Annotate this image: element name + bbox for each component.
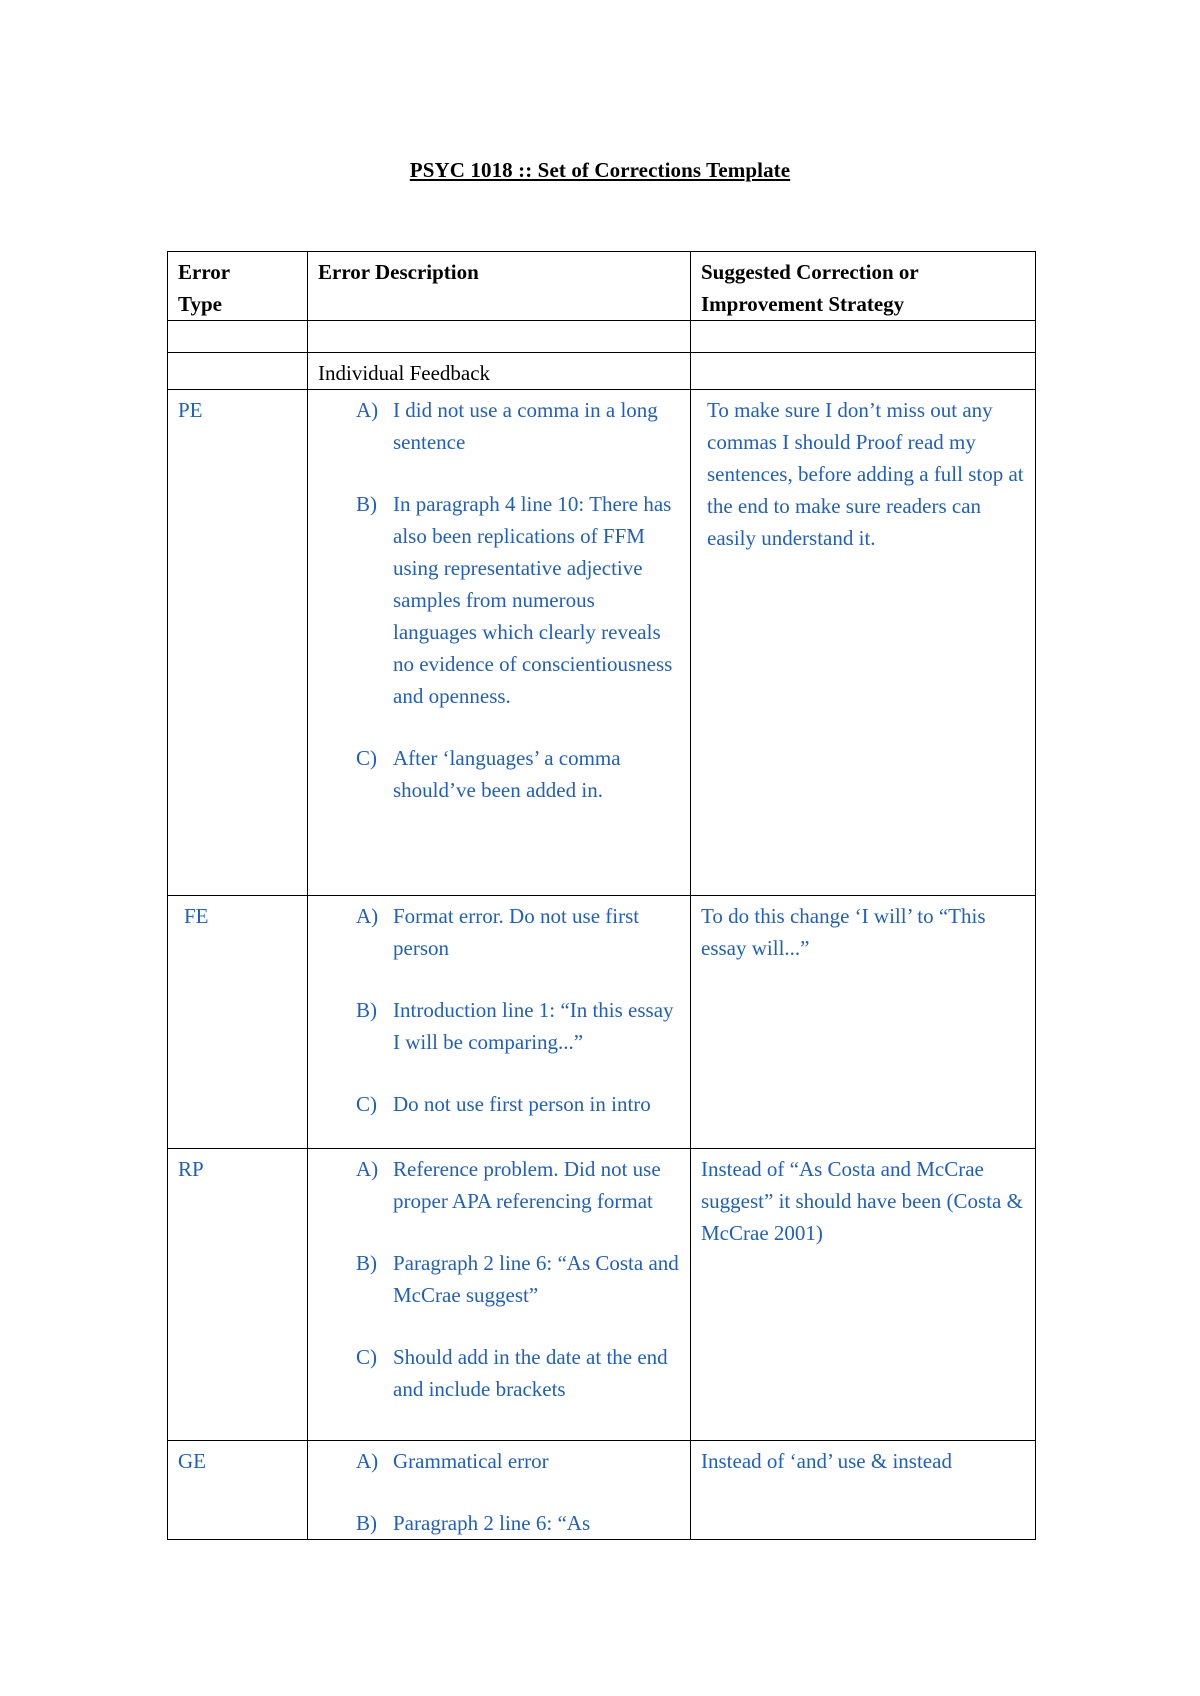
item-marker: A) bbox=[356, 1449, 379, 1473]
empty-cell bbox=[691, 353, 1036, 390]
item-text: Do not use first person in intro bbox=[393, 1092, 651, 1116]
table-row bbox=[168, 390, 1036, 896]
item-text: Paragraph 2 line 6: “As bbox=[393, 1511, 591, 1535]
subheading-row bbox=[168, 353, 1036, 390]
error-item bbox=[356, 900, 680, 964]
error-item bbox=[356, 1088, 680, 1120]
item-text: Paragraph 2 line 6: “As Costa and McCrae suggest” bbox=[393, 1251, 679, 1307]
error-item bbox=[356, 742, 680, 806]
error-type-cell: RP bbox=[168, 1149, 308, 1441]
error-item bbox=[356, 488, 680, 712]
error-item bbox=[356, 1341, 680, 1405]
item-text: After ‘languages’ a comma should’ve been added in. bbox=[393, 746, 621, 802]
item-marker: B) bbox=[356, 492, 377, 516]
item-marker: C) bbox=[356, 1092, 377, 1116]
item-marker: B) bbox=[356, 1511, 377, 1535]
error-description-cell bbox=[308, 1149, 691, 1441]
empty-cell bbox=[168, 353, 308, 390]
item-marker: C) bbox=[356, 1345, 377, 1369]
item-text: Format error. Do not use first person bbox=[393, 904, 640, 960]
error-item bbox=[356, 1507, 680, 1539]
error-type-text: FE bbox=[184, 904, 209, 928]
empty-cell bbox=[308, 321, 691, 353]
error-item-list bbox=[318, 1153, 680, 1405]
error-description-cell bbox=[308, 896, 691, 1149]
correction-cell: Instead of “As Costa and McCrae suggest” it should have been (Costa & McCrae 2001) bbox=[691, 1149, 1036, 1441]
header-suggested-correction bbox=[691, 252, 1036, 321]
empty-row bbox=[168, 321, 1036, 353]
error-item bbox=[356, 1153, 680, 1217]
correction-cell: To do this change ‘I will’ to “This essay will...” bbox=[691, 896, 1036, 1149]
item-text: Introduction line 1: “In this essay I will be comparing...” bbox=[393, 998, 674, 1054]
header-error-description: Error Description bbox=[308, 252, 691, 321]
item-text: I did not use a comma in a long sentence bbox=[393, 398, 658, 454]
item-marker: B) bbox=[356, 998, 377, 1022]
item-text: Should add in the date at the end and include brackets bbox=[393, 1345, 668, 1401]
correction-text: To make sure I don’t miss out any commas I should Proof read my sentences, before adding a full stop at the end to make sure readers can easily understand it. bbox=[707, 398, 1024, 550]
correction-cell: Instead of ‘and’ use & instead bbox=[691, 1441, 1036, 1540]
header-correction-line1: Suggested Correction or bbox=[701, 260, 919, 284]
error-item bbox=[356, 1445, 680, 1477]
table-row bbox=[168, 1441, 1036, 1540]
item-marker: C) bbox=[356, 746, 377, 770]
error-item-list bbox=[318, 900, 680, 1120]
error-item bbox=[356, 1247, 680, 1311]
item-marker: A) bbox=[356, 904, 379, 928]
error-item bbox=[356, 994, 680, 1058]
error-description-cell bbox=[308, 1441, 691, 1540]
item-text: Grammatical error bbox=[393, 1449, 549, 1473]
error-type-cell: PE bbox=[168, 390, 308, 896]
header-error-type-line2: Type bbox=[178, 292, 222, 316]
correction-cell bbox=[691, 390, 1036, 896]
error-description-cell bbox=[308, 390, 691, 896]
item-marker: A) bbox=[356, 1157, 379, 1181]
header-error-type-line1: Error bbox=[178, 260, 231, 284]
item-text: Reference problem. Did not use proper APA referencing format bbox=[393, 1157, 661, 1213]
empty-cell bbox=[168, 321, 308, 353]
error-type-cell: GE bbox=[168, 1441, 308, 1540]
error-item-list bbox=[318, 394, 680, 806]
document-title: PSYC 1018 :: Set of Corrections Template bbox=[409, 158, 791, 182]
table-row bbox=[168, 1149, 1036, 1441]
header-correction-line2: Improvement Strategy bbox=[701, 292, 905, 316]
empty-cell bbox=[691, 321, 1036, 353]
table-row bbox=[168, 896, 1036, 1149]
subheading-individual-feedback: Individual Feedback bbox=[308, 353, 691, 390]
error-type-cell bbox=[168, 896, 308, 1149]
item-marker: B) bbox=[356, 1251, 377, 1275]
item-text: In paragraph 4 line 10: There has also been replications of FFM using representative adjective samples from numerous languages which clearly reveals no evidence of conscientiousness and openness. bbox=[393, 492, 673, 708]
header-row bbox=[168, 252, 1036, 321]
item-marker: A) bbox=[356, 398, 379, 422]
error-item bbox=[356, 394, 680, 458]
header-error-type bbox=[168, 252, 308, 321]
error-item-list bbox=[318, 1445, 680, 1539]
corrections-table bbox=[167, 251, 1036, 1540]
